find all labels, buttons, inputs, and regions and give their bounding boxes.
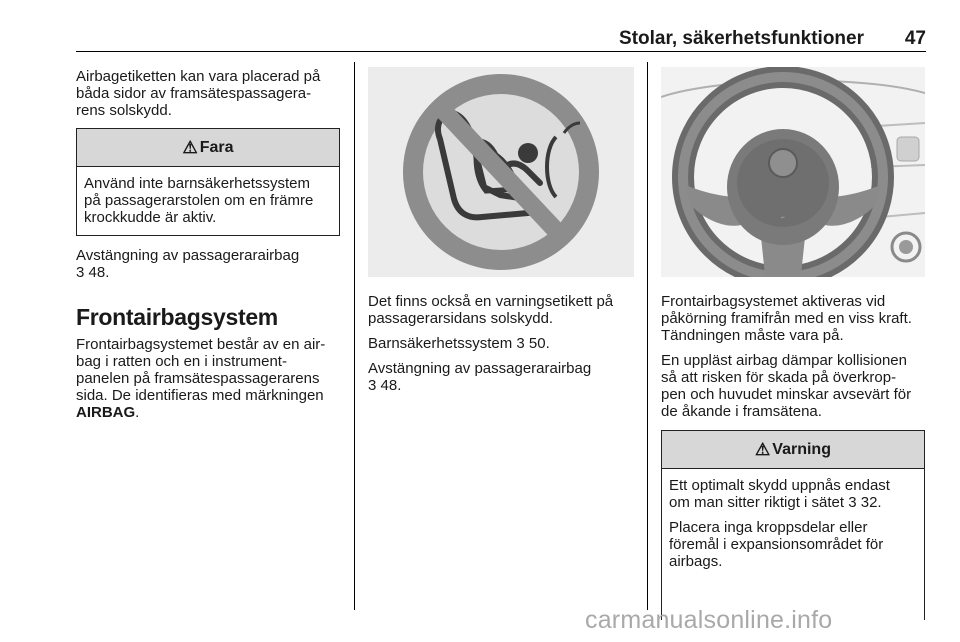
steering-wheel-icon: [661, 67, 925, 277]
warning-box-header: [662, 431, 924, 469]
text-line: så att risken för skada på överkrop-: [661, 369, 897, 386]
page-ref-arrow-icon: 3: [76, 264, 85, 281]
section-heading: Frontairbagsystem: [76, 304, 278, 330]
page-ref-link[interactable]: 32.: [860, 494, 882, 511]
page-ref-link[interactable]: 48.: [380, 377, 402, 394]
text-line: påkörning framifrån med en viss kraft.: [661, 310, 912, 327]
warning-title: Varning: [772, 440, 831, 458]
text-line: Ett optimalt skydd uppnås endast: [669, 477, 890, 494]
text-line: Barnsäkerhetssystem: [368, 335, 513, 352]
text-line: En uppläst airbag dämpar kollisionen: [661, 352, 907, 369]
page-ref-link[interactable]: 48.: [88, 264, 110, 281]
text-line: panelen på framsätespassagerarens: [76, 370, 320, 387]
text-line: Avstängning av passagerarairbag: [76, 247, 300, 264]
text-line: Frontairbagsystemet består av en air-: [76, 336, 326, 353]
text-line: airbags.: [669, 553, 723, 570]
text-line: sida. De identifieras med märkningen: [76, 387, 324, 404]
text-line: båda sidor av framsätespassagera-: [76, 85, 312, 102]
deactivation-reference: [76, 247, 342, 281]
column-divider-right: [647, 62, 648, 610]
label-info-paragraph: [368, 293, 638, 327]
page-ref-arrow-icon: 3: [516, 335, 525, 352]
text-line: .: [135, 404, 140, 421]
text-line: Använd inte barnsäkerhetssystem: [84, 175, 310, 192]
text-line: passagerarsidans solskydd.: [368, 310, 554, 327]
page-number: 47: [904, 28, 926, 49]
watermark: carmanualsonline.info: [585, 606, 833, 634]
warning-triangle-icon: ⚠: [755, 439, 771, 459]
page-ref-link[interactable]: 50.: [528, 335, 550, 352]
page-ref-arrow-icon: 3: [848, 494, 857, 511]
danger-title: Fara: [199, 138, 234, 156]
warning-triangle-icon: ⚠: [182, 137, 198, 157]
intro-text: [76, 68, 342, 119]
text-line: Tändningen måste vara på.: [661, 327, 844, 344]
warning-paragraph: [669, 519, 917, 570]
page-ref-arrow-icon: 3: [368, 377, 377, 394]
frontairbag-section: [76, 303, 342, 421]
danger-box-body: [77, 167, 339, 226]
text-line: Airbagetiketten kan vara placerad på: [76, 68, 321, 85]
text-line: Det finns också en varningsetikett på: [368, 293, 614, 310]
column-3-text: [661, 293, 929, 428]
danger-box: [76, 128, 340, 236]
warning-paragraph: [669, 477, 917, 511]
warning-box-body: [662, 469, 924, 570]
column-divider-left: [354, 62, 355, 610]
text-line: Avstängning av passagerarairbag: [368, 360, 592, 377]
text-line: om man sitter riktigt i sätet: [669, 494, 845, 511]
text-line: Frontairbagsystemet aktiveras vid: [661, 293, 886, 310]
text-line: krockkudde är aktiv.: [84, 209, 217, 226]
svg-text:⌐: ⌐: [781, 215, 785, 221]
text-line: pen och huvudet minskar avsevärt för: [661, 386, 912, 403]
no-child-seat-sign-image: [368, 67, 634, 277]
column-2-text: [368, 293, 638, 402]
steering-wheel-airbag-image: [661, 67, 925, 277]
text-line: bag i ratten och en i instrument-: [76, 353, 287, 370]
page-header: [76, 28, 926, 52]
text-line: Placera inga kroppsdelar eller: [669, 519, 868, 536]
text-line: rens solskydd.: [76, 102, 172, 119]
deactivation-reference-2: [368, 360, 638, 394]
protection-paragraph: [661, 352, 929, 420]
section-title: Stolar, säkerhetsfunktioner: [619, 28, 864, 49]
text-line: föremål i expansionsområdet för: [669, 536, 884, 553]
text-line: på passagerarstolen om en främre: [84, 192, 314, 209]
warning-box: [661, 430, 925, 620]
prohibition-icon: [368, 67, 634, 277]
child-seat-reference: [368, 335, 638, 352]
danger-box-header: [77, 129, 339, 167]
text-line: de åkande i framsätena.: [661, 403, 822, 420]
airbag-label: AIRBAG: [76, 404, 136, 421]
activation-paragraph: [661, 293, 929, 344]
column-1: [76, 68, 342, 119]
